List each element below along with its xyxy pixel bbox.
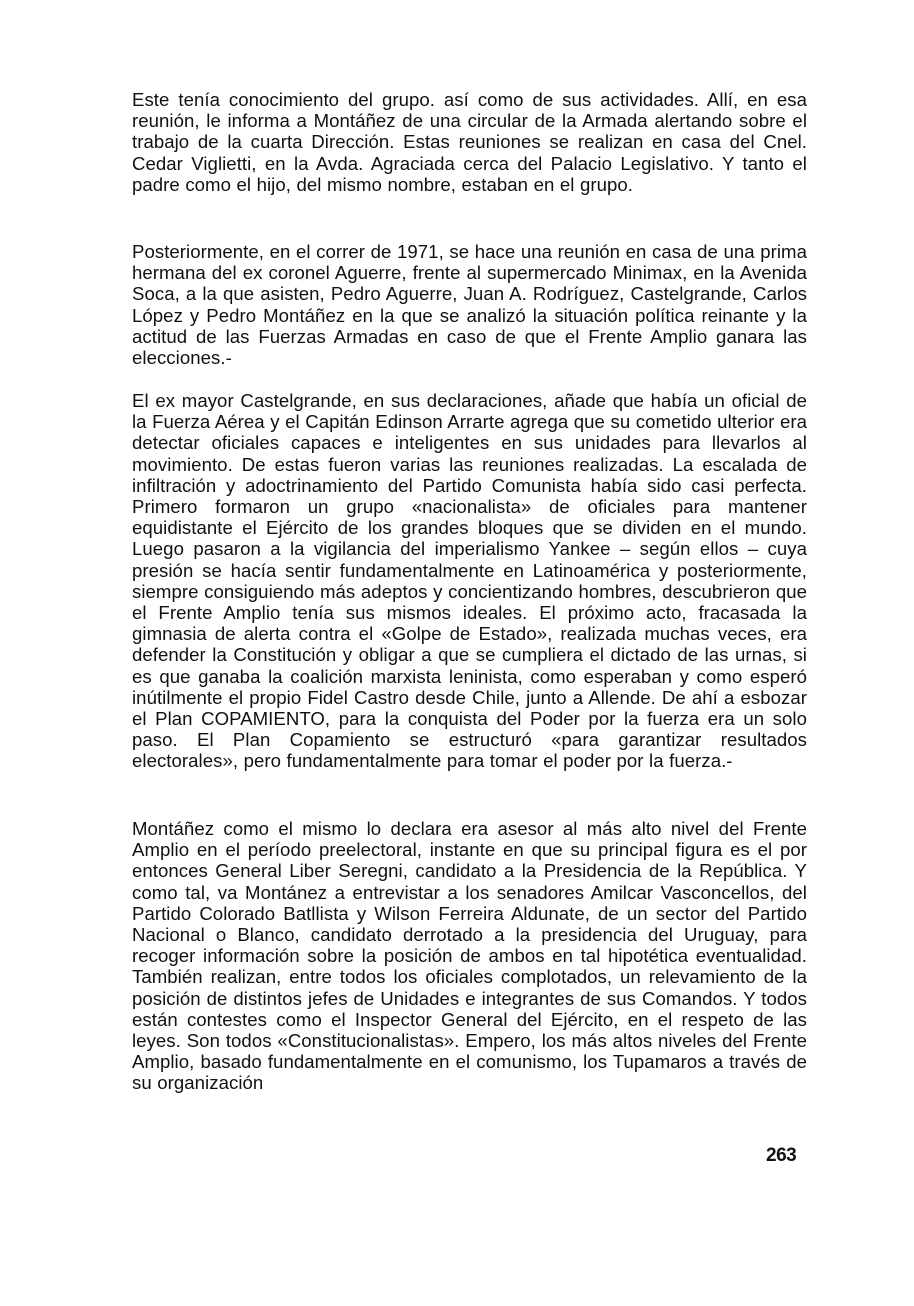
- paragraph-4: Montáñez como el mismo lo declara era asesor al más alto nivel del Frente Amplio en el período preelectoral, instante en que su principal figura es el por entonces General Liber Seregni, candidato a la Presidencia de la República. Y como tal, va Montánez a entrevistar a los senadores Amilcar Vasconcellos, del Partido Colorado Batllista y Wilson Ferreira Aldunate, de un sector del Partido Nacional o Blanco, candidato derrotado a la presidencia del Uruguay, para recoger información sobre la posición de ambos en tal hipotética eventualidad. También realizan, entre todos los oficiales complotados, un relevamiento de la posición de distintos jefes de Unidades e integrantes de sus Comandos. Y todos están contestes como el Inspector General del Ejército, en el respeto de las leyes. Son todos «Constitucionalistas». Empero, los más altos niveles del Frente Amplio, basado fundamentalmente en el comunismo, los Tupamaros a través de su organización: [132, 818, 807, 1094]
- paragraph-1: Este tenía conocimiento del grupo. así como de sus actividades. Allí, en esa reunión, le informa a Montáñez de una circular de la Armada alertando sobre el trabajo de la cuarta Dirección. Estas reuniones se realizan en casa del Cnel. Cedar Viglietti, en la Avda. Agraciada cerca del Palacio Legislativo. Y tanto el padre como el hijo, del mismo nombre, estaban en el grupo.: [132, 89, 807, 195]
- paragraph-3: El ex mayor Castelgrande, en sus declaraciones, añade que había un oficial de la Fuerza Aérea y el Capitán Edinson Arrarte agrega que su cometido ulterior era detectar oficiales capaces e inteligentes en sus unidades para llevarlos al movimiento. De estas fueron varias las reuniones realizadas. La escalada de infiltración y adoctrinamiento del Partido Comunista había sido casi perfecta. Primero formaron un grupo «nacionalista» de oficiales para mantener equidistante el Ejército de los grandes bloques que se dividen en el mundo. Luego pasaron a la vigilancia del imperialismo Yankee – según ellos – cuya presión se hacía sentir fundamentalmente en Latinoamérica y posteriormente, siempre consiguiendo más adeptos y concientizando hombres, descubrieron que el Frente Amplio tenía sus mismos ideales. El próximo acto, fracasada la gimnasia de alerta contra el «Golpe de Estado», realizada muchas veces, era defender la Constitución y obligar a que se cumpliera el dictado de las urnas, si es que ganaba la coalición marxista leninista, como esperaban y como esperó inútilmente el propio Fidel Castro desde Chile, junto a Allende. De ahí a esbozar el Plan COPAMIENTO, para la conquista del Poder por la fuerza era un solo paso. El Plan Copamiento se estructuró «para garantizar resultados electorales», pero fundamentalmente para tomar el poder por la fuerza.-: [132, 390, 807, 772]
- paragraph-2: Posteriormente, en el correr de 1971, se hace una reunión en casa de una prima hermana del ex coronel Aguerre, frente al supermercado Minimax, en la Avenida Soca, a la que asisten, Pedro Aguerre, Juan A. Rodríguez, Castelgrande, Carlos López y Pedro Montáñez en la que se analizó la situación política reinante y la actitud de las Fuerzas Armadas en caso de que el Frente Amplio ganara las elecciones.-: [132, 241, 807, 369]
- page-number: 263: [766, 1145, 797, 1166]
